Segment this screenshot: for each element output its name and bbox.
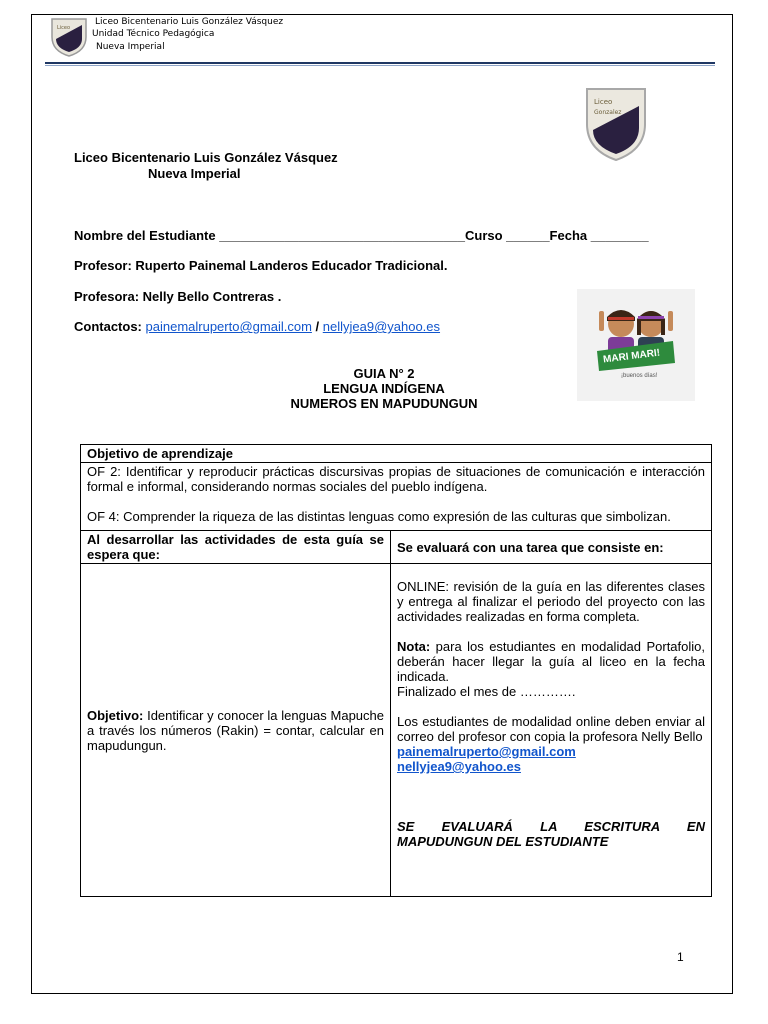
header-line-2: Unidad Técnico Pedagógica	[92, 29, 215, 39]
teacher2-value: Nelly Bello Contreras .	[142, 289, 282, 304]
finalizado-text: Finalizado el mes de ………….	[397, 684, 576, 699]
svg-text:Liceo: Liceo	[57, 25, 71, 31]
of2-text: OF 2: Identificar y reproducir prácticas discursivas propias de situaciones de comunicación e interacción formal e informal, considerando normas sociales del pueblo indígena.	[87, 464, 705, 494]
table-email-link-2[interactable]: nellyjea9@yahoo.es	[397, 759, 521, 774]
teacher1-line	[74, 258, 448, 273]
contacts-label: Contactos:	[74, 319, 142, 334]
table-email-link-1[interactable]: painemalruperto@gmail.com	[397, 744, 576, 759]
col2-header: Se evaluará con una tarea que consiste en:	[391, 531, 712, 564]
col1-header: Al desarrollar las actividades de esta guía se espera que:	[81, 531, 391, 564]
teacher2-line	[74, 289, 281, 304]
mari-banner-text: MARI MARI!	[602, 347, 661, 366]
page-number: 1	[677, 950, 684, 964]
header-rule	[45, 62, 715, 64]
nota-block	[397, 639, 705, 684]
online-text: ONLINE: revisión de la guía en las diferentes clases y entrega al finalizar el periodo del proyecto con las actividades realizadas en forma completa.	[397, 579, 705, 624]
email-link-1[interactable]: painemalruperto@gmail.com	[145, 319, 312, 334]
teacher1-label: Profesor:	[74, 258, 132, 273]
nota-label: Nota:	[397, 639, 431, 654]
guide-number: GUIA N° 2	[353, 366, 415, 381]
email-separator: /	[311, 319, 323, 334]
guide-topic: NUMEROS EN MAPUDUNGUN	[290, 396, 478, 411]
school-city: Nueva Imperial	[148, 166, 241, 181]
svg-text:Gonzalez: Gonzalez	[594, 109, 622, 116]
svg-text:Liceo: Liceo	[594, 98, 613, 106]
contacts-line	[74, 319, 440, 334]
school-crest-large-icon	[582, 84, 650, 164]
objective-label: Objetivo:	[87, 707, 144, 723]
mari-sub-text: ¡buenos días!	[621, 373, 658, 379]
student-line: Nombre del Estudiante __________________________________Curso ______Fecha ________	[74, 228, 649, 243]
school-crest-icon	[48, 15, 90, 57]
objective-cell	[81, 564, 391, 897]
teacher1-value: Ruperto Painemal Landeros Educador Tradicional.	[135, 258, 448, 273]
objective-text: Identificar y conocer la lenguas Mapuche a través los números (Rakin) = contar, calcular en mapudungun.	[87, 707, 384, 753]
objective-header: Objetivo de aprendizaje	[81, 445, 712, 463]
school-name: Liceo Bicentenario Luis González Vásquez	[74, 150, 338, 165]
header-line-1: Liceo Bicentenario Luis González Vásquez	[95, 17, 284, 27]
header-line-3: Nueva Imperial	[96, 42, 165, 52]
email-link-2[interactable]: nellyjea9@yahoo.es	[322, 319, 441, 334]
evaluation-text: SE EVALUARÁ LA ESCRITURA EN MAPUDUNGUN DEL ESTUDIANTE	[397, 819, 705, 849]
objectives-cell	[81, 463, 712, 531]
nota-text: para los estudiantes en modalidad Portafolio, deberán hacer llegar la guía al liceo en la fecha indicada.	[397, 639, 705, 684]
objectives-table	[80, 444, 712, 897]
teacher2-label: Profesora:	[74, 289, 140, 304]
evaluation-cell	[391, 564, 712, 897]
header-rule-light	[45, 65, 715, 66]
of4-text: OF 4: Comprender la riqueza de las distintas lenguas como expresión de las culturas que simbolizan.	[87, 509, 671, 524]
guide-subject: LENGUA INDÍGENA	[323, 381, 445, 396]
online-students-text: Los estudiantes de modalidad online deben enviar al correo del profesor con copia la profesora Nelly Bello	[397, 714, 705, 744]
